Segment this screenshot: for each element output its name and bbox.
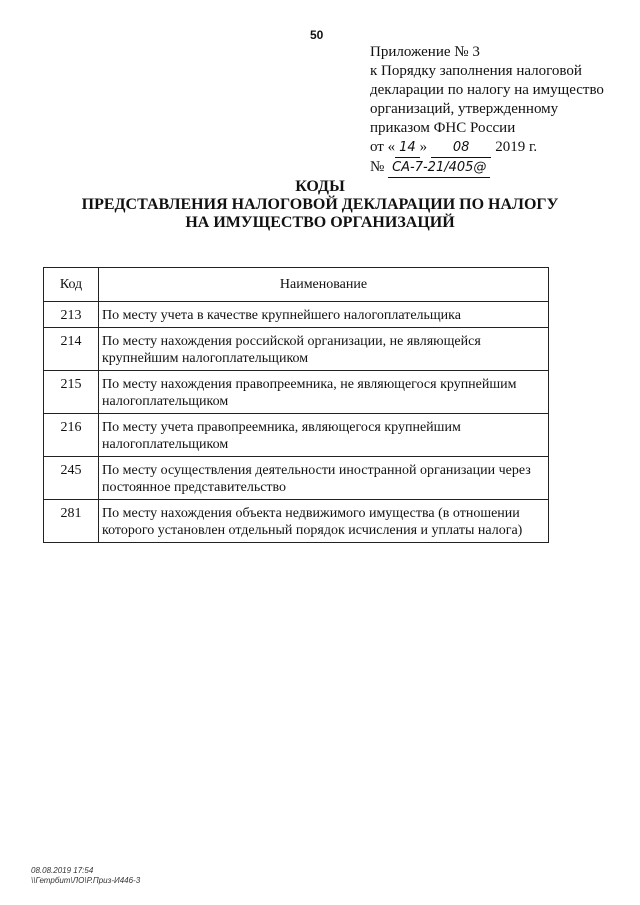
code-cell: 215: [44, 371, 99, 414]
footer-file-path: \\Гетрбит\ЛО\Р.Приз-И446-3: [31, 876, 141, 885]
appendix-date: [370, 138, 604, 158]
table-row: [44, 500, 549, 543]
name-cell: По месту осуществления деятельности иностранной организации через постоянное представительство: [99, 457, 549, 500]
name-cell: По месту нахождения правопреемника, не являющегося крупнейшим налогоплательщиком: [99, 371, 549, 414]
title-line: КОДЫ: [295, 178, 345, 195]
date-year: 2019 г.: [495, 139, 538, 155]
codes-table: [43, 267, 549, 543]
name-cell: По месту нахождения российской организации, не являющейся крупнейшим налогоплательщиком: [99, 328, 549, 371]
name-cell: По месту учета в качестве крупнейшего налогоплательщика: [99, 302, 549, 328]
column-header-name: Наименование: [99, 268, 549, 302]
table-row: [44, 414, 549, 457]
footer-timestamp: 08.08.2019 17:54: [31, 866, 94, 875]
document-title: [0, 178, 640, 232]
date-day: 14: [395, 138, 420, 158]
appendix-line: к Порядку заполнения налоговой: [370, 63, 582, 79]
appendix-line: приказом ФНС России: [370, 120, 516, 136]
date-mid: »: [419, 139, 428, 155]
appendix-block: [370, 43, 604, 178]
name-cell: По месту нахождения объекта недвижимого имущества (в отношении которого установлен отдельный порядок исчисления и уплаты налога): [99, 500, 549, 543]
table-header-row: [44, 268, 549, 302]
appendix-line: организаций, утвержденному: [370, 101, 559, 117]
title-line: ПРЕДСТАВЛЕНИЯ НАЛОГОВОЙ ДЕКЛАРАЦИИ ПО НАЛОГУ: [81, 196, 559, 213]
code-cell: 213: [44, 302, 99, 328]
code-cell: 245: [44, 457, 99, 500]
date-prefix: от «: [370, 139, 396, 155]
date-month: 08: [431, 138, 492, 158]
footer-stamp: [31, 866, 140, 886]
code-cell: 214: [44, 328, 99, 371]
page-number: 50: [310, 28, 324, 42]
column-header-code: Код: [44, 268, 99, 302]
table-row: [44, 371, 549, 414]
table-row: [44, 457, 549, 500]
number-prefix: №: [370, 159, 385, 175]
title-line: НА ИМУЩЕСТВО ОРГАНИЗАЦИЙ: [185, 214, 455, 231]
code-cell: 216: [44, 414, 99, 457]
table-row: [44, 328, 549, 371]
table-row: [44, 302, 549, 328]
code-cell: 281: [44, 500, 99, 543]
appendix-title: Приложение № 3: [370, 44, 480, 60]
order-number: СА-7-21/405@: [388, 158, 490, 178]
appendix-line: декларации по налогу на имущество: [370, 82, 604, 98]
appendix-number: [370, 158, 604, 178]
name-cell: По месту учета правопреемника, являющегося крупнейшим налогоплательщиком: [99, 414, 549, 457]
